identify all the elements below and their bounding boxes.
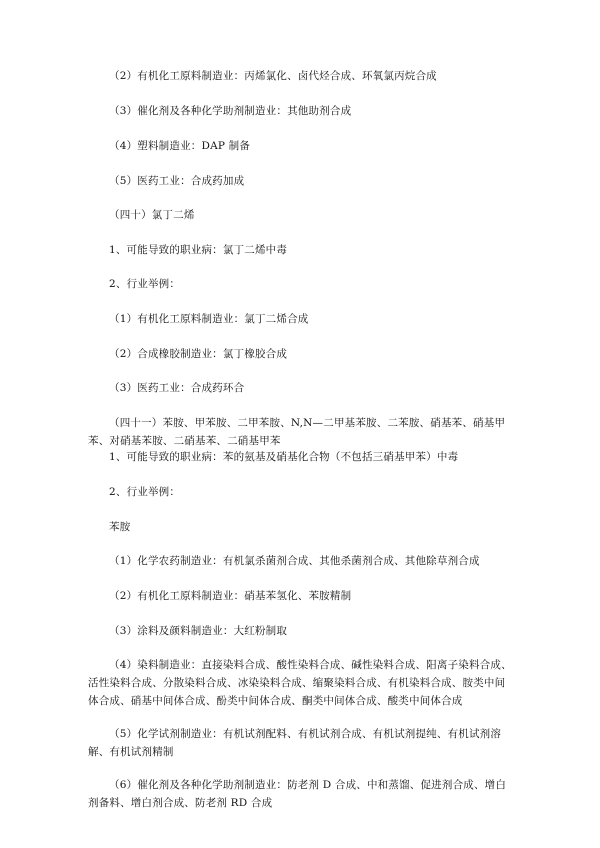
paragraph: （5）化学试剂制造业：有机试剂配料、有机试剂合成、有机试剂提纯、有机试剂溶解、有机试剂精制 [88, 728, 502, 758]
paragraph: （1）有机化工原料制造业：氯丁二烯合成 [109, 313, 309, 325]
paragraph: 2、行业举例： [109, 486, 181, 498]
paragraph: （4）染料制造业：直接染料合成、酸性染料合成、碱性染料合成、阳离子染料合成、活性染料合成、分散染料合成、冰染染料合成、缩聚染料合成、有机染料合成、胺类中间体合成、硝基中间体合成、酚类中间体合成、酮类中间体合成、酸类中间体合成 [88, 659, 512, 707]
paragraph: （1）化学农药制造业：有机氯杀菌剂合成、其他杀菌剂合成、其他除草剂合成 [109, 555, 480, 567]
subheading: 苯胺 [109, 521, 131, 533]
paragraph: 1、可能导致的职业病：氯丁二烯中毒 [109, 244, 288, 256]
paragraph: （5）医药工业：合成药加成 [109, 175, 245, 187]
paragraph: 2、行业举例： [109, 278, 181, 290]
paragraph: （6）催化剂及各种化学助剂制造业：防老剂 D 合成、中和蒸馏、促进剂合成、增白剂备料、增白剂合成、防老剂 RD 合成 [88, 779, 507, 809]
paragraph: （3）医药工业：合成药环合 [109, 382, 245, 394]
paragraph: （3）涂料及颜料制造业：大红粉制取 [109, 625, 288, 637]
section-heading: （四十一）苯胺、甲苯胺、二甲苯胺、N,N—二甲基苯胺、二苯胺、硝基苯、硝基甲苯、对硝基苯胺、二硝基苯、二硝基甲苯 [88, 417, 506, 447]
paragraph: （4）塑料制造业：DAP 制备 [109, 140, 251, 152]
section-heading: （四十）氯丁二烯 [109, 209, 195, 221]
paragraph: （3）催化剂及各种化学助剂制造业：其他助剂合成 [109, 105, 352, 117]
paragraph: （2）合成橡胶制造业：氯丁橡胶合成 [109, 348, 288, 360]
paragraph: （2）有机化工原料制造业：丙烯氯化、卤代烃合成、环氧氯丙烷合成 [109, 70, 437, 82]
paragraph: （2）有机化工原料制造业：硝基苯氢化、苯胺精制 [109, 590, 352, 602]
paragraph: 1、可能导致的职业病：苯的氨基及硝基化合物（不包括三硝基甲苯）中毒 [109, 451, 459, 463]
